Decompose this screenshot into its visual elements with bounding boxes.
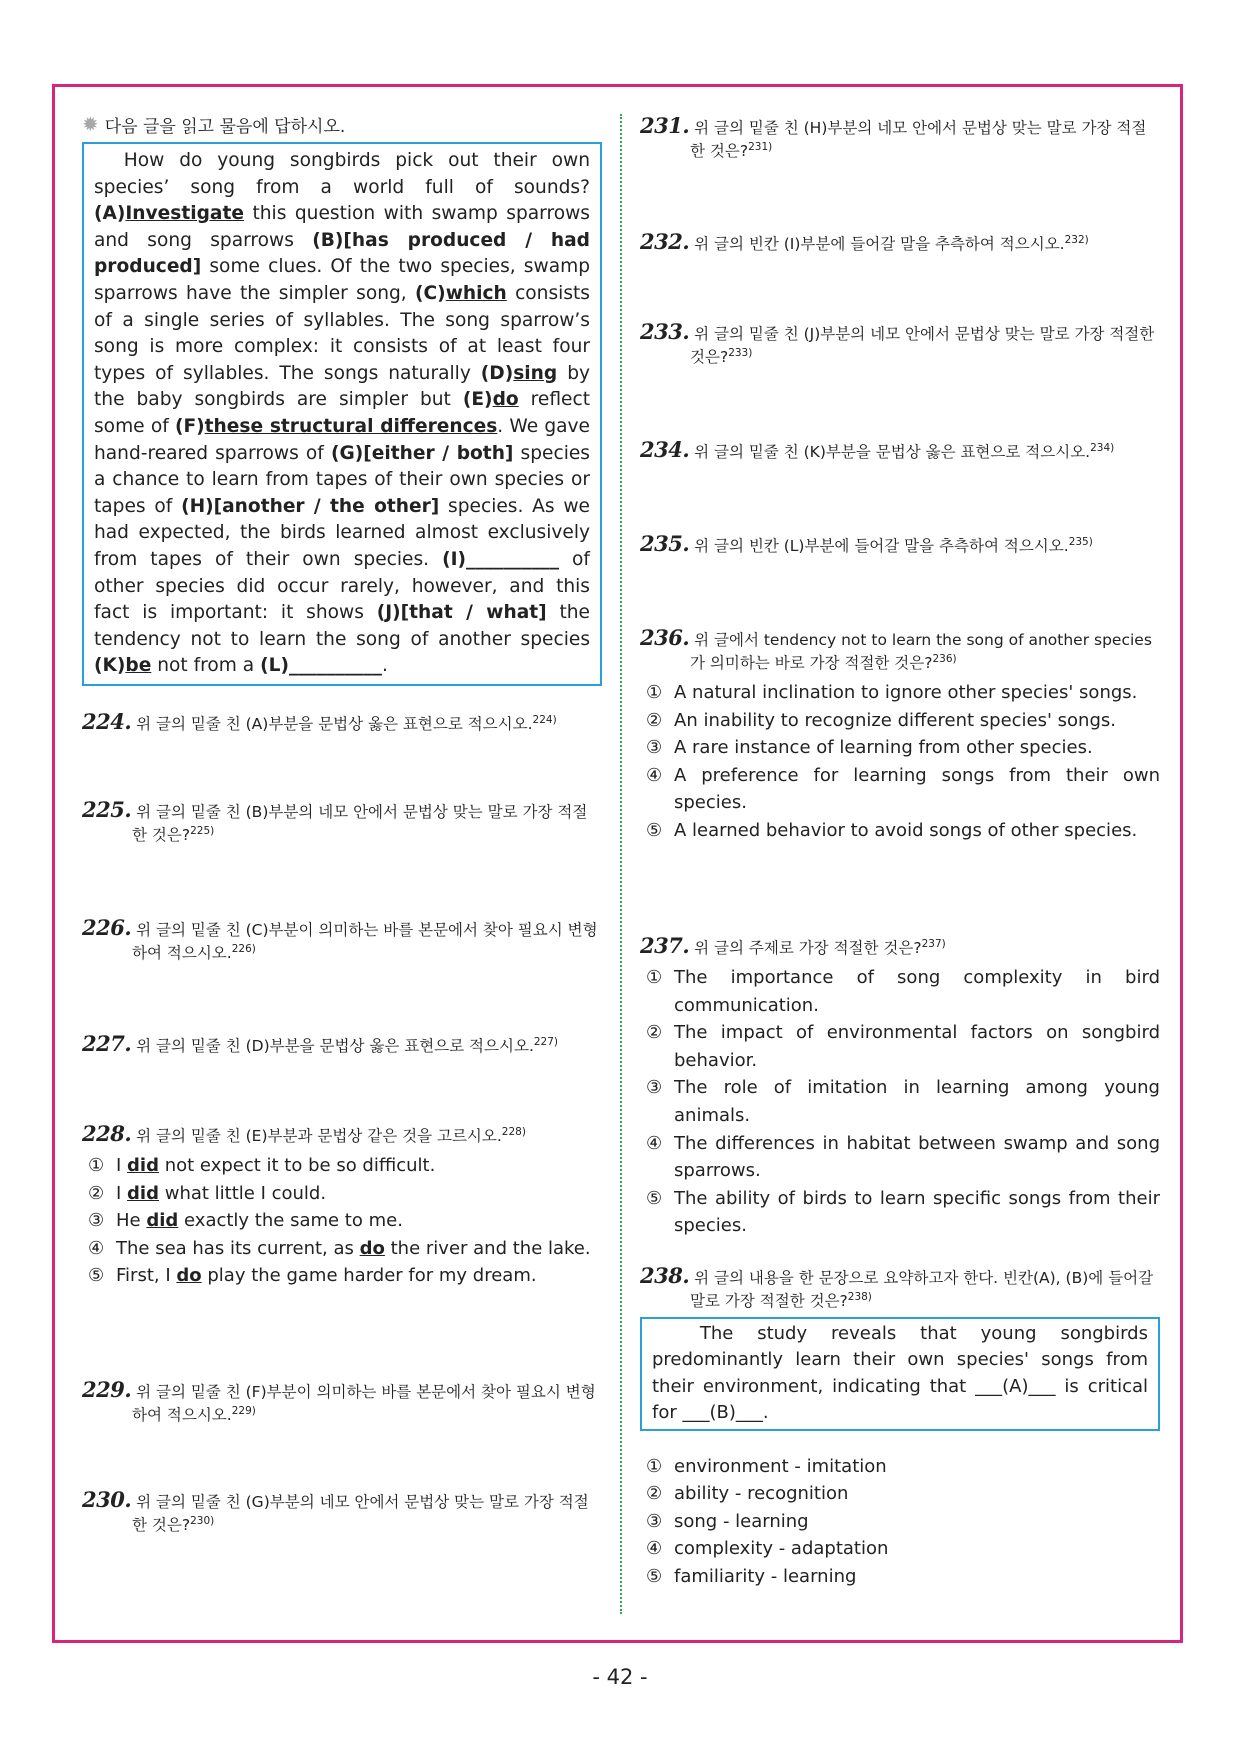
question-226: [82, 916, 602, 965]
option-2[interactable]: ② An inability to recognize different species' songs.: [646, 709, 1116, 731]
question-225: [82, 798, 602, 847]
marker-f: (F): [174, 415, 205, 437]
question-number: 236 .: [640, 625, 689, 650]
underlined-a: Investigate: [125, 203, 244, 225]
option-2[interactable]: ② The impact of environmental factors on songbird behavior.: [646, 1022, 1160, 1071]
question-text: 위 글에서 tendency not to learn the song of another species가 의미하는 바로 가장 적절한 것은?: [690, 631, 1152, 672]
question-text: 위 글의 내용을 한 문장으로 요약하고자 한다. 빈칸(A), (B)에 들어갈 말로 가장 적절한 것은?: [690, 1269, 1154, 1310]
summary-box: [640, 1317, 1160, 1431]
option-3[interactable]: ③ A rare instance of learning from other species.: [646, 737, 1093, 759]
question-229: [82, 1378, 602, 1427]
footnote-ref: 224): [532, 713, 557, 726]
reading-passage: How do young songbirds pick out their own species’ song from a world full of sounds? (A)Investigate this question with swamp sparrows and song sparrows (B)[has produced / had produced] some clues. Of the two species, swamp sparrows have the simpler song, (C)which consists of a single series of syllables. The song sparrow’s song is more complex: it consists of at least four types of syllables. The songs naturally (D)sing by the baby songbirds are simpler but (E)do reflect some of (F)these structural differences. We gave hand-reared sparrows of (G)[either / both] species a chance to learn from tapes of their own species or tapes of (H)[another / the other] species. As we had expected, the birds learned almost exclusively from tapes of their own species. (I)__________ of other species did occur rarely, however, and this fact is important: it shows (J)[that / what] the tendency not to learn the song of another species (K)be not from a (L)__________.: [82, 142, 602, 686]
passage-text: How do young songbirds pick out their own species’ song from a world full of sounds?: [94, 150, 590, 198]
question-text: 위 글의 빈칸 (I)부분에 들어갈 말을 추측하여 적으시오.: [694, 235, 1065, 253]
underlined-c: which: [445, 282, 507, 304]
footnote-ref: 238): [847, 1290, 872, 1303]
footnote-ref: 237): [921, 937, 946, 950]
footnote-ref: 232): [1064, 233, 1089, 246]
question-237: [640, 934, 1160, 1240]
question-text: 위 글의 밑줄 친 (B)부분의 네모 안에서 문법상 맞는 말로 가장 적절한 것은?: [132, 803, 588, 844]
answer-options: [640, 964, 1160, 1240]
marker-c: (C): [415, 282, 446, 304]
underlined-e: do: [492, 389, 519, 411]
question-227: [82, 1032, 602, 1058]
option-4[interactable]: ④ The differences in habitat between swamp and song sparrows.: [646, 1132, 1160, 1182]
left-column: [82, 112, 602, 1534]
option-4[interactable]: ④ The sea has its current, as do the river and the lake.: [88, 1237, 591, 1259]
instruction-text: 다음 글을 읽고 물음에 답하시오.: [104, 116, 346, 137]
marker-a: (A): [94, 203, 126, 225]
option-4[interactable]: ④ complexity - adaptation: [646, 1538, 889, 1560]
footnote-ref: 234): [1090, 441, 1115, 454]
underlined-k: be: [125, 655, 152, 677]
question-number: 231 .: [640, 113, 689, 138]
option-2[interactable]: ② I did what little I could.: [88, 1182, 327, 1204]
option-1[interactable]: ① environment - imitation: [646, 1455, 887, 1477]
question-text: 위 글의 밑줄 친 (A)부분을 문법상 옳은 표현으로 적으시오.: [136, 715, 533, 733]
question-text: 위 글의 밑줄 친 (C)부분이 의미하는 바를 본문에서 찾아 필요시 변형하여 적으시오.: [132, 921, 598, 962]
question-text: 위 글의 밑줄 친 (G)부분의 네모 안에서 문법상 맞는 말로 가장 적절한 것은?: [132, 1493, 589, 1534]
question-233: [640, 320, 1160, 369]
box-g: (G)[either / both]: [330, 442, 514, 464]
footnote-ref: 231): [748, 140, 773, 153]
page-number: - 42 -: [592, 1665, 648, 1689]
question-text: 위 글의 밑줄 친 (J)부분의 네모 안에서 문법상 맞는 말로 가장 적절한 것은?: [690, 325, 1155, 366]
question-238: [640, 1264, 1160, 1591]
question-number: 225 .: [82, 797, 131, 822]
instruction: [82, 112, 602, 136]
footnote-ref: 233): [728, 346, 753, 359]
question-number: 235 .: [640, 531, 689, 556]
question-text: 위 글의 주제로 가장 적절한 것은?: [694, 939, 922, 957]
option-3[interactable]: ③ He did exactly the same to me.: [88, 1210, 403, 1232]
footnote-ref: 236): [932, 652, 957, 665]
option-5[interactable]: ⑤ familiarity - learning: [646, 1566, 857, 1587]
question-234: [640, 438, 1160, 464]
question-text: 위 글의 밑줄 친 (D)부분을 문법상 옳은 표현으로 적으시오.: [136, 1037, 534, 1055]
marker-k: (K): [94, 655, 126, 677]
underlined-f: these structural differences: [204, 415, 498, 437]
option-1[interactable]: ① The importance of song complexity in bird communication.: [646, 967, 1160, 1016]
question-number: 230 .: [82, 1487, 131, 1512]
blank-l: (L)__________: [260, 655, 382, 677]
option-3[interactable]: ③ The role of imitation in learning among young animals.: [646, 1077, 1160, 1126]
answer-options: [640, 1453, 1160, 1591]
option-2[interactable]: ② ability - recognition: [646, 1483, 849, 1505]
box-b: (B)[has produced / had produced]: [94, 229, 590, 278]
marker-e: (E): [462, 389, 493, 411]
question-number: 229 .: [82, 1377, 131, 1402]
question-text: 위 글의 밑줄 친 (H)부분의 네모 안에서 문법상 맞는 말로 가장 적절한 것은?: [690, 119, 1147, 160]
box-j: (J)[that / what]: [376, 602, 547, 624]
question-number: 234 .: [640, 437, 689, 462]
question-231: [640, 114, 1160, 163]
question-number: 237 .: [640, 933, 689, 958]
question-235: [640, 532, 1160, 558]
footnote-ref: 225): [190, 824, 215, 837]
option-5[interactable]: ⑤ A learned behavior to avoid songs of other species.: [646, 819, 1138, 841]
footnote-ref: 229): [231, 1404, 256, 1417]
footnote-ref: 230): [190, 1514, 215, 1527]
footnote-ref: 226): [231, 942, 256, 955]
column-divider: [620, 114, 622, 1614]
footnote-ref: 228): [501, 1125, 526, 1138]
question-number: 227 .: [82, 1031, 131, 1056]
question-text: 위 글의 밑줄 친 (F)부분이 의미하는 바를 본문에서 찾아 필요시 변형하여 적으시오.: [132, 1383, 596, 1424]
question-224: [82, 710, 602, 736]
question-number: 233 .: [640, 319, 689, 344]
question-232: [640, 230, 1160, 256]
option-4[interactable]: ④ A preference for learning songs from their own species.: [646, 764, 1160, 814]
marker-d: (D): [480, 362, 514, 384]
option-3[interactable]: ③ song - learning: [646, 1510, 809, 1532]
question-number: 224 .: [82, 709, 131, 734]
question-number: 238 .: [640, 1263, 689, 1288]
question-text: 위 글의 밑줄 친 (E)부분과 문법상 같은 것을 고르시오.: [136, 1127, 502, 1145]
question-number: 228 .: [82, 1121, 131, 1146]
question-236: [640, 626, 1160, 845]
option-5[interactable]: ⑤ The ability of birds to learn specific songs from their species.: [646, 1187, 1160, 1237]
footnote-ref: 227): [533, 1035, 559, 1048]
footnote-ref: 235): [1068, 535, 1093, 548]
question-number: 232 .: [640, 229, 689, 254]
answer-options: [82, 1152, 602, 1290]
option-1[interactable]: ① I did not expect it to be so difficult.: [88, 1155, 436, 1176]
flower-icon: ✹: [82, 112, 99, 136]
underlined-d: sing: [513, 362, 558, 384]
answer-options: [640, 679, 1160, 845]
summary-text: The study reveals that young songbirds predominantly learn their own species' songs from their environment, indicating that ___(A)___ is critical for ___(B)___.: [652, 1323, 1148, 1424]
question-230: [82, 1488, 602, 1537]
blank-i: (I)__________: [442, 548, 559, 570]
question-number: 226 .: [82, 915, 131, 940]
question-text: 위 글의 밑줄 친 (K)부분을 문법상 옳은 표현으로 적으시오.: [694, 443, 1091, 461]
option-5[interactable]: ⑤ First, I do play the game harder for my dream.: [88, 1265, 537, 1287]
option-1[interactable]: ① A natural inclination to ignore other species' songs.: [646, 682, 1138, 703]
question-text: 위 글의 빈칸 (L)부분에 들어갈 말을 추측하여 적으시오.: [694, 537, 1069, 555]
question-228: [82, 1122, 602, 1290]
box-h: (H)[another / the other]: [181, 495, 440, 517]
